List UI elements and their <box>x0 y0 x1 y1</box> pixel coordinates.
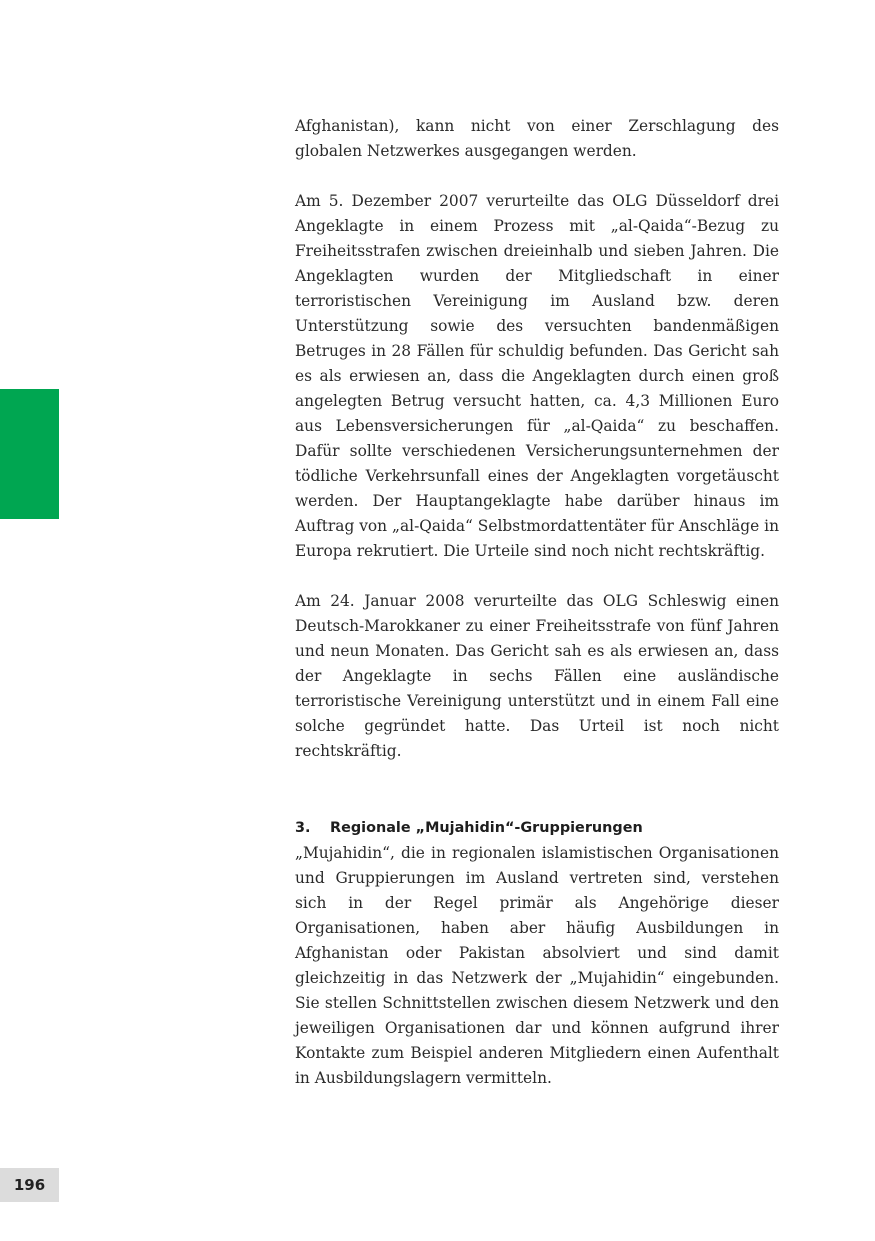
page-number <box>0 1168 59 1202</box>
chapter-marker-tab <box>0 389 59 519</box>
section-title: Regionale „Mujahidin“-Gruppierungen <box>330 820 643 836</box>
page-body <box>295 114 779 1091</box>
paragraph-olg-schleswig-verdict: Am 24. Januar 2008 verurteilte das OLG Schleswig einen Deutsch-Marokkaner zu einer Freiheitsstrafe von fünf Jahren und neun Monaten. Das Gericht sah es als erwiesen an, dass der Angeklagte in sechs Fällen eine ausländische terroristische Vereinigung unterstützt und in einem Fall eine solche gegründet hatte. Das Urteil ist noch nicht rechtskräftig. <box>295 592 779 760</box>
section-body-paragraph: „Mujahidin“, die in regionalen islamistischen Organisationen und Gruppierungen im Ausland vertreten sind, verstehen sich in der Regel primär als Angehörige dieser Organisationen, haben aber häufig Ausbildungen in Afghanistan oder Pakistan absolviert und sind damit gleichzeitig in das Netzwerk der „Mujahidin“ eingebunden. Sie stellen Schnittstellen zwischen diesem Netzwerk und den jeweiligen Organisationen dar und können aufgrund ihrer Kontakte zum Beispiel anderen Mitgliedern einen Aufenthalt in Ausbildungslagern vermitteln. <box>295 844 779 1087</box>
section-heading <box>295 816 779 841</box>
section-number: 3. <box>295 820 311 836</box>
paragraph-olg-duesseldorf-verdict: Am 5. Dezember 2007 verurteilte das OLG Düsseldorf drei Angeklagte in einem Prozess mit „al-Qaida“-Bezug zu Freiheitsstrafen zwischen dreieinhalb und sieben Jahren. Die Angeklagten wurden der Mitgliedschaft in einer terroristischen Vereinigung im Ausland bzw. deren Unterstützung sowie des versuchten bandenmäßigen Betruges in 28 Fällen für schuldig befunden. Das Gericht sah es als erwiesen an, dass die Angeklagten durch einen groß angelegten Betrug versucht hatten, ca. 4,3 Millionen Euro aus Lebensversicherungen für „al-Qaida“ zu beschaffen. Dafür sollte verschiedenen Versicherungsunternehmen der tödliche Verkehrsunfall eines der Angeklagten vorgetäuscht werden. Der Hauptangeklagte habe darüber hinaus im Auftrag von „al-Qaida“ Selbstmordattentäter für Anschläge in Europa rekrutiert. Die Urteile sind noch nicht rechtskräftig. <box>295 192 779 560</box>
paragraph-network-conclusion: Afghanistan), kann nicht von einer Zerschlagung des globalen Netzwerkes ausgegangen werden. <box>295 117 779 160</box>
page-number-label: 196 <box>13 1176 46 1194</box>
